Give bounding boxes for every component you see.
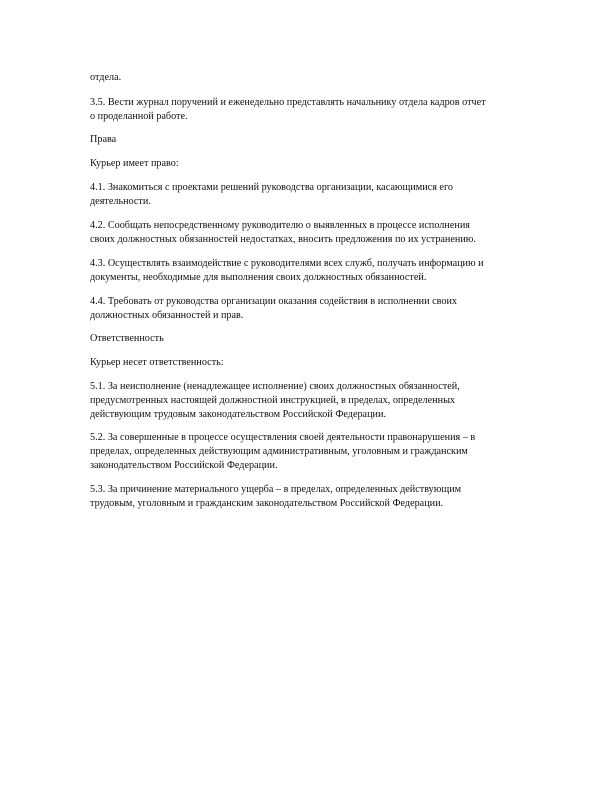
paragraph-4-3 (90, 257, 530, 285)
section-heading-responsibility (90, 332, 530, 346)
paragraph-4-4 (90, 295, 530, 323)
text-line: 4.3. Осуществлять взаимодействие с руководителями всех служб, получать информацию и (90, 258, 484, 269)
text-line: действующим трудовым законодательством Российской Федерации. (90, 409, 386, 420)
text-line: деятельности. (90, 196, 151, 207)
text-line: законодательством Российской Федерации. (90, 460, 278, 471)
text-line: о проделанной работе. (90, 111, 188, 122)
section-heading-rights (90, 133, 530, 147)
text-line: Права (90, 134, 117, 145)
paragraph-4-1 (90, 181, 530, 209)
text-line: должностных обязанностей и прав. (90, 310, 244, 321)
text-line: 4.4. Требовать от руководства организации оказания содействия в исполнении своих (90, 296, 457, 307)
paragraph-5-1 (90, 380, 530, 422)
text-line: 5.2. За совершенные в процессе осуществления своей деятельности правонарушения – в (90, 432, 476, 443)
text-line: 4.1. Знакомиться с проектами решений руководства организации, касающимися его (90, 182, 453, 193)
paragraph-4-2 (90, 219, 530, 247)
text-line: своих должностных обязанностей недостатках, вносить предложения по их устранению. (90, 234, 476, 245)
rights-intro (90, 157, 530, 171)
text-line: 3.5. Вести журнал поручений и еженедельно представлять начальнику отдела кадров отчет (90, 97, 486, 108)
text-line: Курьер имеет право: (90, 158, 179, 169)
text-line: документы, необходимые для выполнения своих должностных обязанностей. (90, 272, 427, 283)
text-line: пределах, определенных действующим административным, уголовным и гражданским (90, 446, 468, 457)
text-line: трудовым, уголовным и гражданским законодательством Российской Федерации. (90, 498, 444, 509)
text-line: 5.3. За причинение материального ущерба – в пределах, определенных действующим (90, 484, 462, 495)
paragraph-5-3 (90, 483, 530, 511)
paragraph-continuation (90, 71, 530, 85)
paragraph-5-2 (90, 431, 530, 473)
responsibility-intro (90, 356, 530, 370)
text-line: 4.2. Сообщать непосредственному руководителю о выявленных в процессе исполнения (90, 220, 470, 231)
text-line: предусмотренных настоящей должностной инструкцией, в пределах, определенных (90, 395, 456, 406)
text-line: 5.1. За неисполнение (ненадлежащее исполнение) своих должностных обязанностей, (90, 381, 460, 392)
text-line: отдела. (90, 72, 122, 83)
text-line: Ответственность (90, 333, 164, 344)
text-line: Курьер несет ответственность: (90, 357, 224, 368)
paragraph-3-5 (90, 96, 530, 124)
